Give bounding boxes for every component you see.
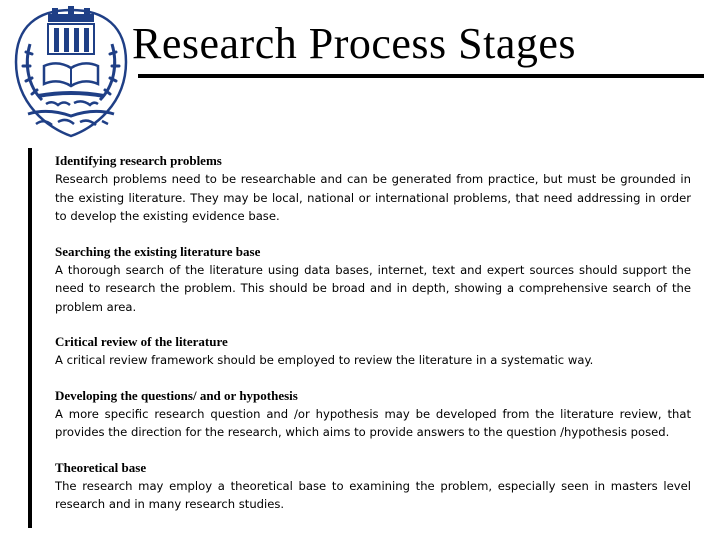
content-area (55, 152, 691, 531)
section-text: A critical review framework should be employed to review the literature in a systematic way. (55, 353, 594, 367)
section-theoretical-base (55, 459, 691, 514)
section-text: A thorough search of the literature using data bases, internet, text and expert sources should support the need to research the problem. This should be broad and in depth, showing a comprehensive search of the problem area. (55, 262, 691, 314)
section-text: Research problems need to be researchable and can be generated from practice, but must be grounded in the existing literature. They may be local, national or international problems, that need addressing in order to develop the existing evidence base. (55, 172, 691, 223)
title-underline (138, 74, 704, 78)
section-heading: Critical review of the literature (55, 334, 228, 349)
section-text: The research may employ a theoretical base to examining the problem, especially seen in masters level research and in many research studies. (55, 478, 691, 511)
section-identifying-problems (55, 152, 691, 226)
section-critical-review (55, 333, 691, 370)
section-searching-literature (55, 243, 691, 317)
university-seal-icon (8, 4, 134, 140)
section-heading: Theoretical base (55, 459, 147, 475)
section-heading: Identifying research problems (55, 153, 222, 168)
page-title: Research Process Stages (132, 19, 577, 68)
section-heading: Developing the questions/ and or hypothesis (55, 387, 298, 403)
section-heading: Searching the existing literature base (55, 243, 261, 259)
section-text: A more specific research question and /or hypothesis may be developed from the literature review, that provides the direction for the research, which aims to provide answers to the question /hypothesis posed. (55, 406, 691, 439)
university-logo (8, 4, 134, 140)
section-developing-questions (55, 387, 691, 442)
left-margin-bar (28, 148, 32, 528)
